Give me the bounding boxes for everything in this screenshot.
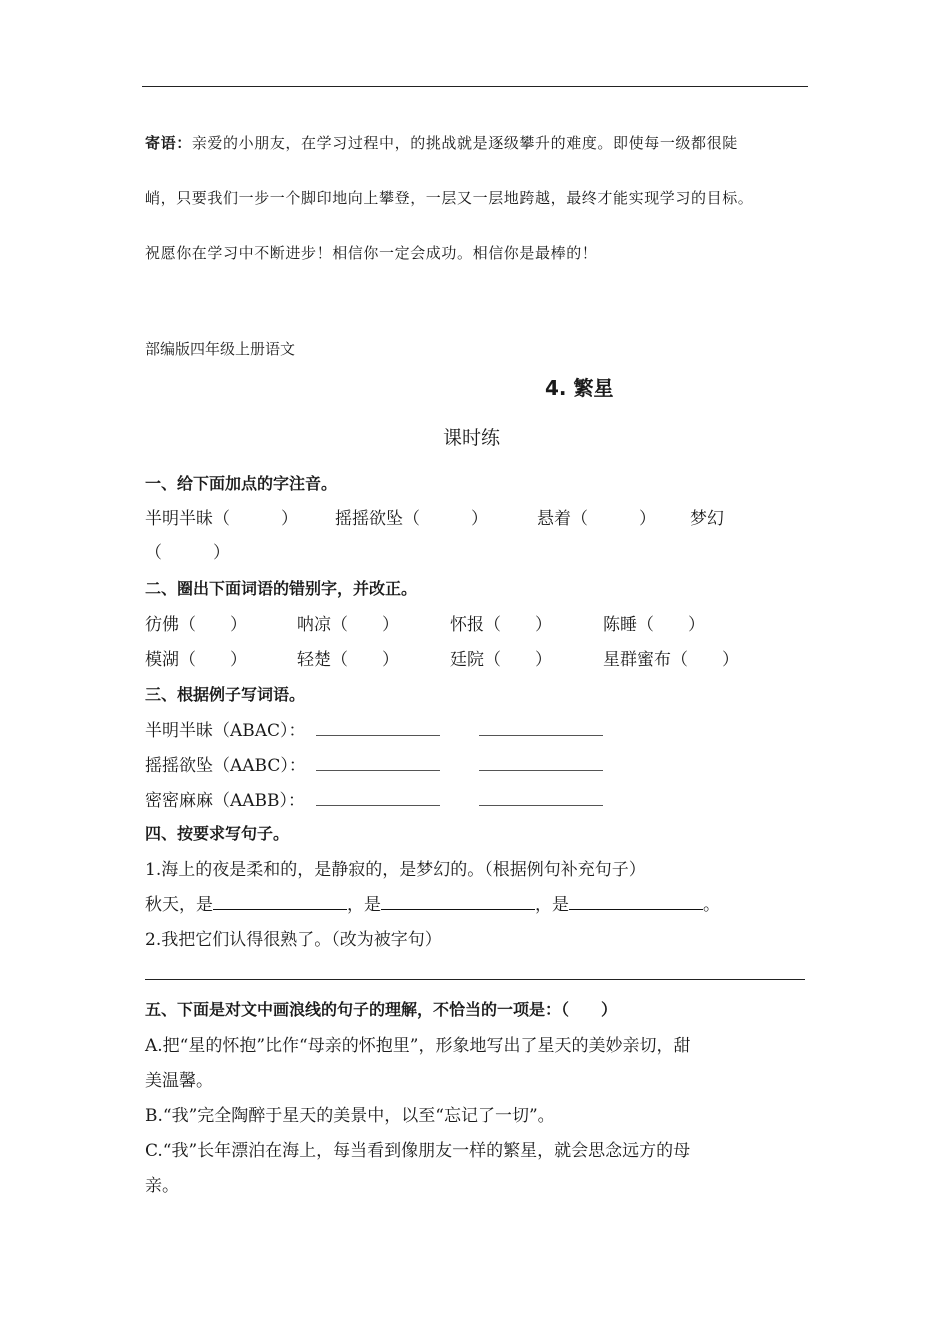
q3-row-3 [145, 786, 305, 811]
q4-fill-part-1: 秋天，是 [145, 895, 213, 915]
q2-word-5: 模湖（ ） [145, 650, 247, 670]
intro-line-2: 峭，只要我们一步一个脚印地向上攀登，一层又一层地跨越，最终才能实现学习的目标。 [145, 189, 754, 207]
q4-fill-blank-2[interactable] [381, 895, 535, 910]
q1-item-1: 半明半昧（ ） [145, 509, 298, 529]
q4-fill-part-2: ，是 [347, 895, 381, 915]
q1-heading: 一、给下面加点的字注音。 [145, 474, 338, 493]
q2-word-6: 轻楚（ ） [297, 650, 399, 670]
intro-line-1 [145, 132, 738, 153]
q3-row-2 [145, 751, 306, 776]
q2-word-3: 怀报（ ） [450, 615, 552, 635]
q5-option-a-line-1: A.把“星的怀抱”比作“母亲的怀抱里”，形象地写出了星天的美妙亲切，甜 [145, 1036, 691, 1056]
q2-heading: 二、圈出下面词语的错别字，并改正。 [145, 579, 418, 598]
q3-answer-2b[interactable] [479, 756, 603, 771]
q1-item-2: 摇摇欲坠（ ） [335, 509, 488, 529]
lesson-title: 4. 繁星 [545, 376, 614, 400]
q2-word-8: 星群蜜布（ ） [603, 650, 739, 670]
q3-heading: 三、根据例子写词语。 [145, 685, 306, 704]
q4-fill-part-4: 。 [703, 895, 720, 915]
q4-fill-part-3: ，是 [535, 895, 569, 915]
q1-item-3: 悬着（ ） [537, 509, 656, 529]
q2-word-7: 廷院（ ） [450, 650, 552, 670]
intro-label: 寄语： [145, 134, 192, 152]
q3-example-1: 半明半昧（ABAC）： [145, 721, 306, 741]
q2-word-1: 彷佛（ ） [145, 615, 247, 635]
q5-option-a-line-2: 美温馨。 [145, 1071, 213, 1091]
q2-word-2: 呐凉（ ） [297, 615, 399, 635]
header-rule [142, 86, 808, 87]
q3-example-2: 摇摇欲坠（AABC）： [145, 756, 306, 776]
q3-answer-2a[interactable] [316, 756, 440, 771]
q5-option-c-line-1: C.“我”长年漂泊在海上，每当看到像朋友一样的繁星，就会思念远方的母 [145, 1141, 691, 1161]
q4-fill-blank-1[interactable] [213, 895, 347, 910]
q3-answer-3b[interactable] [479, 791, 603, 806]
q1-item-4: 梦幻 [690, 509, 724, 529]
q4-sentence-1: 1.海上的夜是柔和的，是静寂的，是梦幻的。（根据例句补充句子） [145, 860, 646, 880]
q3-answer-1a[interactable] [316, 721, 440, 736]
q4-answer-line[interactable] [145, 979, 805, 980]
intro-line-3: 祝愿你在学习中不断进步！相信你一定会成功。相信你是最棒的！ [145, 244, 598, 262]
q4-sentence-2: 2.我把它们认得很熟了。（改为被字句） [145, 930, 442, 950]
q4-fill-blank-3[interactable] [569, 895, 703, 910]
q3-answer-3a[interactable] [316, 791, 440, 806]
q4-fill-row [145, 890, 720, 915]
lesson-subtitle: 课时练 [443, 427, 501, 449]
book-name: 部编版四年级上册语文 [145, 340, 296, 358]
q5-option-c-line-2: 亲。 [145, 1176, 179, 1196]
intro-text-1: 亲爱的小朋友，在学习过程中，的挑战就是逐级攀升的难度。即使每一级都很陡 [191, 134, 738, 152]
q5-option-b: B.“我”完全陶醉于星天的美景中，以至“忘记了一切”。 [145, 1106, 555, 1126]
q4-heading: 四、按要求写句子。 [145, 824, 290, 843]
q3-answer-1b[interactable] [479, 721, 603, 736]
q3-row-1 [145, 716, 306, 741]
q1-item-4-blank: （ ） [145, 543, 230, 563]
q2-word-4: 陈睡（ ） [603, 615, 705, 635]
q3-example-3: 密密麻麻（AABB）： [145, 791, 306, 811]
q5-heading: 五、下面是对文中画浪线的句子的理解，不恰当的一项是：（ ） [145, 1000, 618, 1019]
